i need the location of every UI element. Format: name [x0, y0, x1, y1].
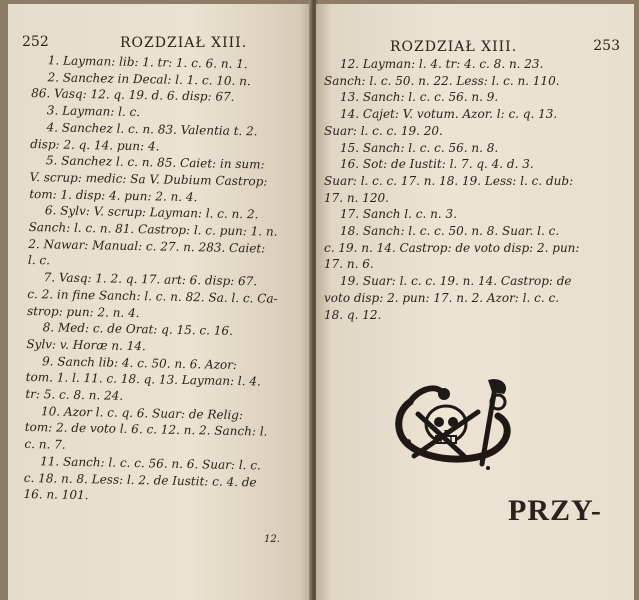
- right-page: [316, 4, 634, 600]
- footnote-line: 13. Sanch: l. c. c. 56. n. 9.: [340, 90, 499, 105]
- footnote-line: tr: 5. c. 8. n. 24.: [25, 387, 124, 403]
- footnote-line: strop: pun: 2. n. 4.: [26, 303, 140, 320]
- footnote-line: c. 2. in fine Sanch: l. c. n. 82. Sa. l. c. Ca-: [27, 286, 278, 306]
- left-page-header: [22, 34, 306, 52]
- footnote-line: 16. n. 101.: [23, 487, 89, 503]
- footnote-line: 7. Vasq: 1. 2. q. 17. art: 6. disp: 67.: [43, 270, 258, 289]
- footnote-line: Suar: l. c. c. 17. n. 18. 19. Less: l. c. dub:: [324, 173, 574, 188]
- footnote-line: 3. Layman: l. c.: [46, 103, 141, 120]
- left-page-footer: 12.: [264, 534, 280, 545]
- left-running-head: ROZDZIAŁ XIII.: [120, 35, 248, 51]
- footnote-line: 9. Sanch lib: 4. c. 50. n. 6. Azor:: [41, 353, 238, 372]
- footnote-line: Sylv: v. Horæ n. 14.: [26, 336, 146, 354]
- footnote-line: V. scrup: medic: Sa V. Dubium Castrop:: [29, 169, 268, 189]
- right-page-number: 253: [593, 38, 620, 54]
- footnote-line: tom: 2. de voto l. 6. c. 12. n. 2. Sanch: l.: [24, 420, 268, 440]
- footnote-line: disp: 2. q. 14. pun: 4.: [30, 136, 160, 153]
- footnote-line: c. 19. n. 14. Castrop: de voto disp: 2. pun:: [324, 240, 580, 255]
- footnote-line: 86. Vasq: 12. q. 19. d. 6. disp: 67.: [31, 86, 235, 105]
- footnote-line: 8. Med: c. de Orat: q. 15. c. 16.: [42, 320, 234, 339]
- catchword: PRZY-: [508, 494, 602, 527]
- right-footnotes: [324, 56, 620, 323]
- left-page: [8, 4, 312, 600]
- footnote-line: 2. Nawar: Manual: c. 27. n. 283. Caiet:: [28, 236, 266, 256]
- footnote-line: tom. 1. l. 11. c. 18. q. 13. Layman: l. 4.: [25, 370, 261, 389]
- footnote-line: 4. Sanchez l. c. n. 83. Valentia t. 2.: [46, 120, 258, 139]
- footnote-line: 14. Cajet: V. votum. Azor. l: c. q. 13.: [340, 107, 558, 122]
- left-footnotes: [23, 52, 306, 508]
- footnote-line: 15. Sanch: l. c. c. 56. n. 8.: [340, 140, 499, 155]
- footnote-line: 5. Sanchez l. c. n. 85. Caiet: in sum:: [45, 153, 265, 172]
- footnote-line: c. 18. n. 8. Less: l. 2. de Iustit: c. 4. de: [23, 470, 257, 489]
- footnote-line: Sanch: l. c. 50. n. 22. Less: l. c. n. 110.: [324, 73, 560, 88]
- skull-snake-ornament: [388, 372, 518, 476]
- footnote-line: c. n. 7.: [24, 437, 66, 452]
- footnote-line: voto disp: 2. pun: 17. n. 2. Azor: l. c. c.: [324, 290, 560, 305]
- footnote-line: 19. Suar: l. c. c. 19. n. 14. Castrop: de: [340, 274, 572, 289]
- footnote-line: 11. Sanch: l. c. c. 56. n. 6. Suar: l. c.: [40, 454, 261, 473]
- footnote-line: Suar: l. c. c. 19. 20.: [324, 123, 443, 138]
- footnote-line: 18. q. 12.: [324, 307, 382, 322]
- footnote-line: 2. Sanchez in Decal: l. 1. c. 10. n.: [47, 70, 251, 88]
- footnote-line: tom: 1. disp: 4. pun: 2. n. 4.: [29, 186, 198, 204]
- footnote-line: l. c.: [27, 253, 51, 268]
- footnote-line: 17. n. 6.: [324, 257, 374, 272]
- right-page-header: [324, 38, 620, 56]
- left-page-number: 252: [22, 34, 49, 50]
- footnote-line: 10. Azor l. c. q. 6. Suar: de Relig:: [40, 404, 244, 422]
- right-running-head: ROZDZIAŁ XIII.: [390, 39, 518, 55]
- footnote-line: 1. Layman: lib: 1. tr: 1. c. 6. n. 1.: [47, 53, 248, 72]
- footnote-line: 18. Sanch: l. c. c. 50. n. 8. Suar. l. c.: [340, 224, 560, 239]
- footnote-line: Sanch: l. c. n. 81. Castrop: l. c. pun: 1. n.: [28, 220, 278, 239]
- footnote-line: 6. Sylv: V. scrup: Layman: l. c. n. 2.: [44, 203, 259, 222]
- footnote-line: 17. n. 120.: [324, 190, 389, 205]
- footnote-line: 16. Sot: de Iustit: l. 7. q. 4. d. 3.: [340, 157, 534, 172]
- footnote-line: 12. Layman: l. 4. tr: 4. c. 8. n. 23.: [340, 57, 544, 71]
- footnote-line: 17. Sanch l. c. n. 3.: [340, 207, 457, 222]
